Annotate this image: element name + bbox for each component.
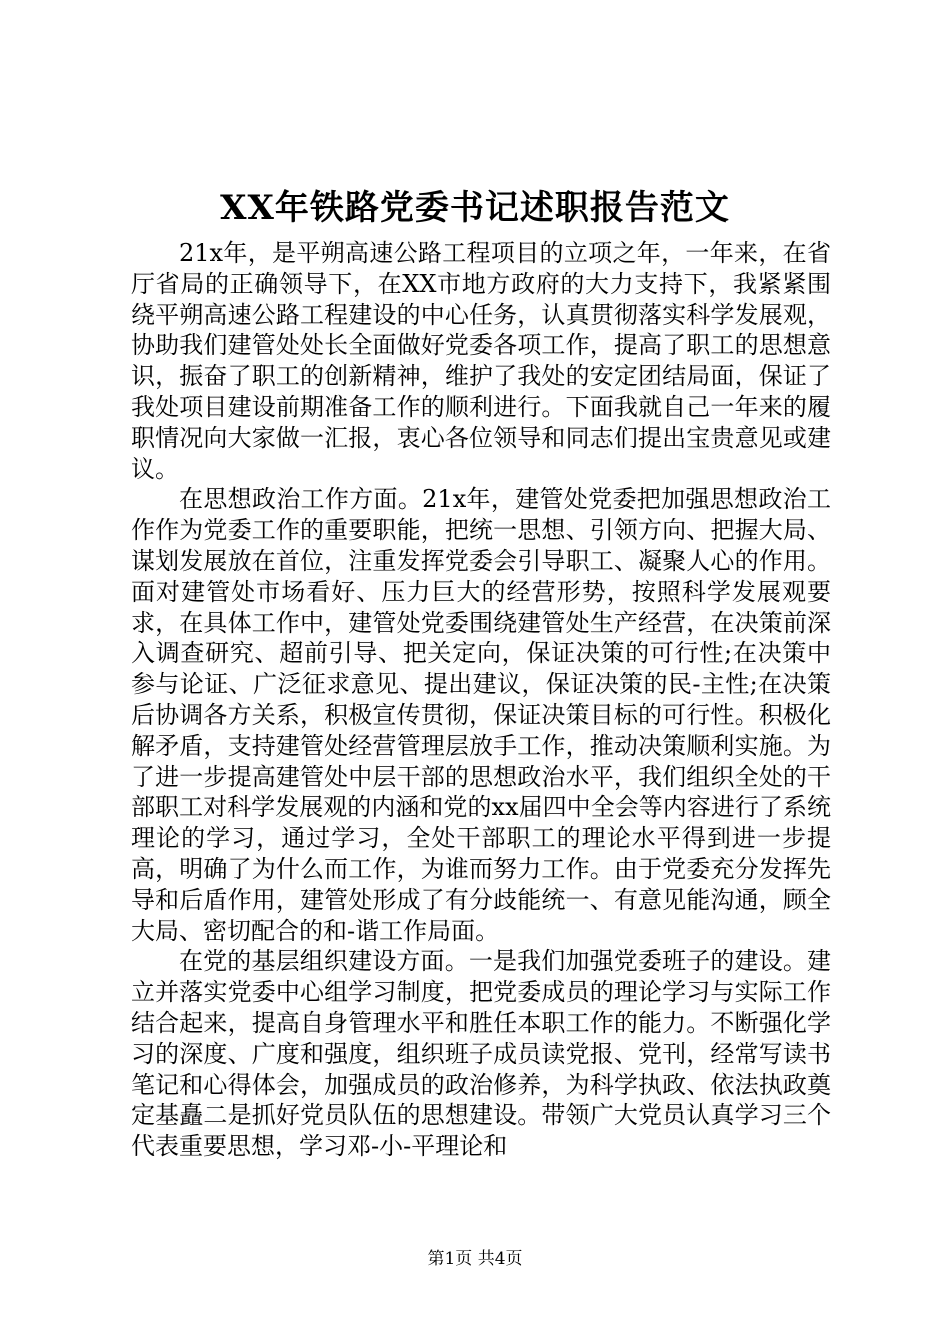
paragraph-intro: 21x年，是平朔高速公路工程项目的立项之年，一年来，在省厅省局的正确领导下，在XX市地方政府的大力支持下，我紧紧围绕平朔高速公路工程建设的中心任务，认真贯彻落实科学发展观，协助我们建管处处长全面做好党委各项工作，提高了职工的思想意识，振奋了职工的创新精神，维护了我处的安定团结局面，保证了我处项目建设前期准备工作的顺利进行。下面我就自己一年来的履职情况向大家做一汇报，衷心各位领导和同志们提出宝贵意见或建议。 [131,239,831,483]
document-title: XX年铁路党委书记述职报告范文 [220,188,730,228]
document-body [131,238,831,1162]
paragraph-party-organization: 在党的基层组织建设方面。一是我们加强党委班子的建设。建立并落实党委中心组学习制度，把党委成员的理论学习与实际工作结合起来，提高自身管理水平和胜任本职工作的能力。不断强化学习的深度、广度和强度，组织班子成员读党报、党刊，经常写读书笔记和心得体会，加强成员的政治修养，为科学执政、依法执政奠定基矗二是抓好党员队伍的思想建设。带领广大党员认真学习三个代表重要思想，学习邓-小-平理论和 [131,947,831,1161]
page-number-footer: 第1页 共4页 [427,1249,523,1269]
paragraph-political-work: 在思想政治工作方面。21x年，建管处党委把加强思想政治工作作为党委工作的重要职能，把统一思想、引领方向、把握大局、谋划发展放在首位，注重发挥党委会引导职工、凝聚人心的作用。面对建管处市场看好、压力巨大的经营形势，按照科学发展观要求，在具体工作中，建管处党委围绕建管处生产经营，在决策前深入调查研究、超前引导、把关定向，保证决策的可行性;在决策中参与论证、广泛征求意见、提出建议，保证决策的民-主性;在决策后协调各方关系，积极宣传贯彻，保证决策目标的可行性。积极化解矛盾，支持建管处经营管理层放手工作，推动决策顺利实施。为了进一步提高建管处中层干部的思想政治水平，我们组织全处的干部职工对科学发展观的内涵和党的xx届四中全会等内容进行了系统理论的学习，通过学习，全处干部职工的理论水平得到进一步提高，明确了为什么而工作，为谁而努力工作。由于党委充分发挥先导和后盾作用，建管处形成了有分歧能统一、有意见能沟通，顾全大局、密切配合的和-谐工作局面。 [131,485,831,945]
